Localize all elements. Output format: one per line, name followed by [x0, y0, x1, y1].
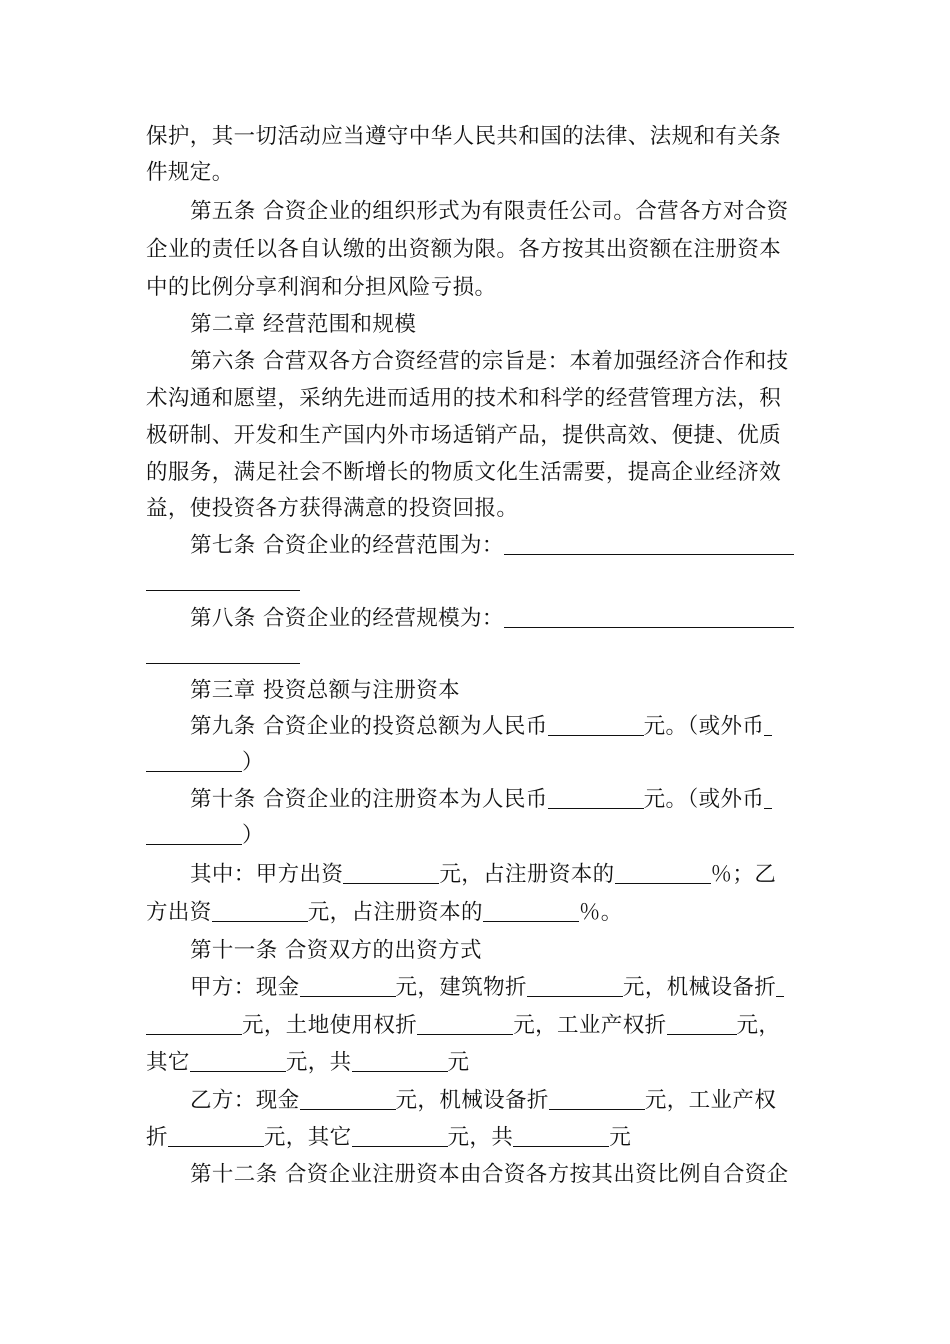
party-a-land-blank[interactable]	[417, 1012, 513, 1035]
article-8-line	[190, 604, 806, 634]
contribution-line	[190, 860, 806, 890]
total-investment-blank[interactable]	[548, 713, 644, 736]
article-5-line: 第五条 合资企业的组织形式为有限责任公司。合营各方对合资	[190, 199, 789, 224]
yuan-text: 元	[609, 1125, 632, 1150]
party-a-contribution-text: 其中：甲方出资	[190, 862, 344, 887]
article-11-line: 第十一条 合资双方的出资方式	[190, 938, 482, 963]
business-scope-blank[interactable]	[504, 532, 794, 555]
article-10-line	[190, 785, 806, 815]
text-line	[146, 1123, 806, 1153]
business-scale-blank[interactable]	[504, 605, 794, 628]
party-a-building-blank[interactable]	[527, 974, 623, 997]
party-a-machinery-blank-continued[interactable]	[146, 1012, 242, 1035]
text-line: 益，使投资各方获得满意的投资回报。	[146, 496, 519, 521]
party-a-cash-text: 甲方：现金	[190, 975, 300, 1000]
text-line: 件规定。	[146, 160, 234, 185]
foreign-currency-blank[interactable]	[764, 713, 772, 736]
party-b-machinery-blank[interactable]	[549, 1087, 645, 1110]
party-b-other-blank[interactable]	[352, 1124, 448, 1147]
article-8-text: 第八条 合资企业的经营规模为：	[190, 606, 504, 631]
party-b-ratio-blank[interactable]	[483, 899, 579, 922]
total-text: 元，共	[285, 1050, 352, 1075]
other-text: 元，其它	[263, 1125, 352, 1150]
blank-line	[146, 640, 806, 670]
blank-line	[146, 567, 806, 597]
text-line	[146, 821, 806, 851]
foreign-currency-blank[interactable]	[764, 786, 772, 809]
total-text: 元，共	[447, 1125, 514, 1150]
text-line: 的服务，满足社会不断增长的物质文化生活需要，提高企业经济效	[146, 460, 782, 485]
party-a-total-blank[interactable]	[352, 1049, 448, 1072]
text-line	[146, 898, 806, 928]
party-b-total-blank[interactable]	[513, 1124, 609, 1147]
closing-paren: ）	[242, 750, 264, 775]
text-line: 保护，其一切活动应当遵守中华人民共和国的法律、法规和有关条	[146, 124, 782, 149]
percent-text: ％；乙	[710, 862, 777, 887]
party-b-line	[190, 1086, 806, 1116]
article-9-line	[190, 712, 806, 742]
business-scope-blank-continued[interactable]	[146, 568, 300, 591]
party-b-cash-blank[interactable]	[300, 1087, 396, 1110]
ip-text-continued: 折	[146, 1125, 168, 1150]
chapter-heading: 第二章 经营范围和规模	[190, 312, 417, 337]
ratio-text: 元，占注册资本的	[307, 900, 483, 925]
text-line	[146, 1048, 806, 1078]
ip-text: 元，工业产权	[644, 1088, 777, 1113]
text-line: 企业的责任以各自认缴的出资额为限。各方按其出资额在注册资本	[146, 237, 782, 262]
party-a-line	[190, 973, 806, 1003]
party-a-other-blank[interactable]	[190, 1049, 286, 1072]
foreign-currency-blank-continued[interactable]	[146, 822, 242, 845]
land-text: 元，土地使用权折	[242, 1013, 418, 1038]
party-b-contribution-text: 方出资	[146, 900, 212, 925]
article-12-line: 第十二条 合资企业注册资本由合资各方按其出资比例自合资企	[190, 1162, 789, 1187]
text-line	[146, 1011, 806, 1041]
article-10-currency-text: 元。（或外币	[643, 787, 765, 812]
text-line: 术沟通和愿望，采纳先进而适用的技术和科学的经营管理方法，积	[146, 386, 782, 411]
party-a-ratio-blank[interactable]	[615, 861, 711, 884]
machinery-text: 元，机械设备折	[622, 975, 777, 1000]
other-text: 其它	[146, 1050, 190, 1075]
foreign-currency-blank-continued[interactable]	[146, 749, 242, 772]
party-b-ip-blank[interactable]	[168, 1124, 264, 1147]
business-scale-blank-continued[interactable]	[146, 641, 300, 664]
article-9-currency-text: 元。（或外币	[643, 714, 765, 739]
article-6-line: 第六条 合营双各方合资经营的宗旨是：本着加强经济合作和技	[190, 349, 789, 374]
party-a-machinery-blank[interactable]	[776, 974, 784, 997]
percent-text: ％。	[578, 900, 623, 925]
machinery-text: 元，机械设备折	[395, 1088, 549, 1113]
registered-capital-blank[interactable]	[548, 786, 644, 809]
chapter-heading: 第三章 投资总额与注册资本	[190, 678, 461, 703]
closing-paren: ）	[242, 823, 264, 848]
text-line: 极研制、开发和生产国内外市场适销产品，提供高效、便捷、优质	[146, 423, 782, 448]
article-9-text: 第九条 合资企业的投资总额为人民币	[190, 714, 548, 739]
yuan-text: 元，	[736, 1013, 781, 1038]
ratio-text: 元，占注册资本的	[439, 862, 615, 887]
text-line: 中的比例分享利润和分担风险亏损。	[146, 275, 497, 300]
party-a-cash-blank[interactable]	[300, 974, 396, 997]
party-b-amount-blank[interactable]	[212, 899, 308, 922]
ip-text: 元，工业产权折	[513, 1013, 667, 1038]
party-a-ip-blank[interactable]	[667, 1012, 737, 1035]
party-b-cash-text: 乙方：现金	[190, 1088, 300, 1113]
article-7-text: 第七条 合资企业的经营范围为：	[190, 533, 504, 558]
article-10-text: 第十条 合资企业的注册资本为人民币	[190, 787, 548, 812]
building-text: 元，建筑物折	[395, 975, 527, 1000]
party-a-amount-blank[interactable]	[343, 861, 439, 884]
yuan-text: 元	[447, 1050, 470, 1075]
text-line	[146, 748, 806, 778]
article-7-line	[190, 531, 806, 561]
